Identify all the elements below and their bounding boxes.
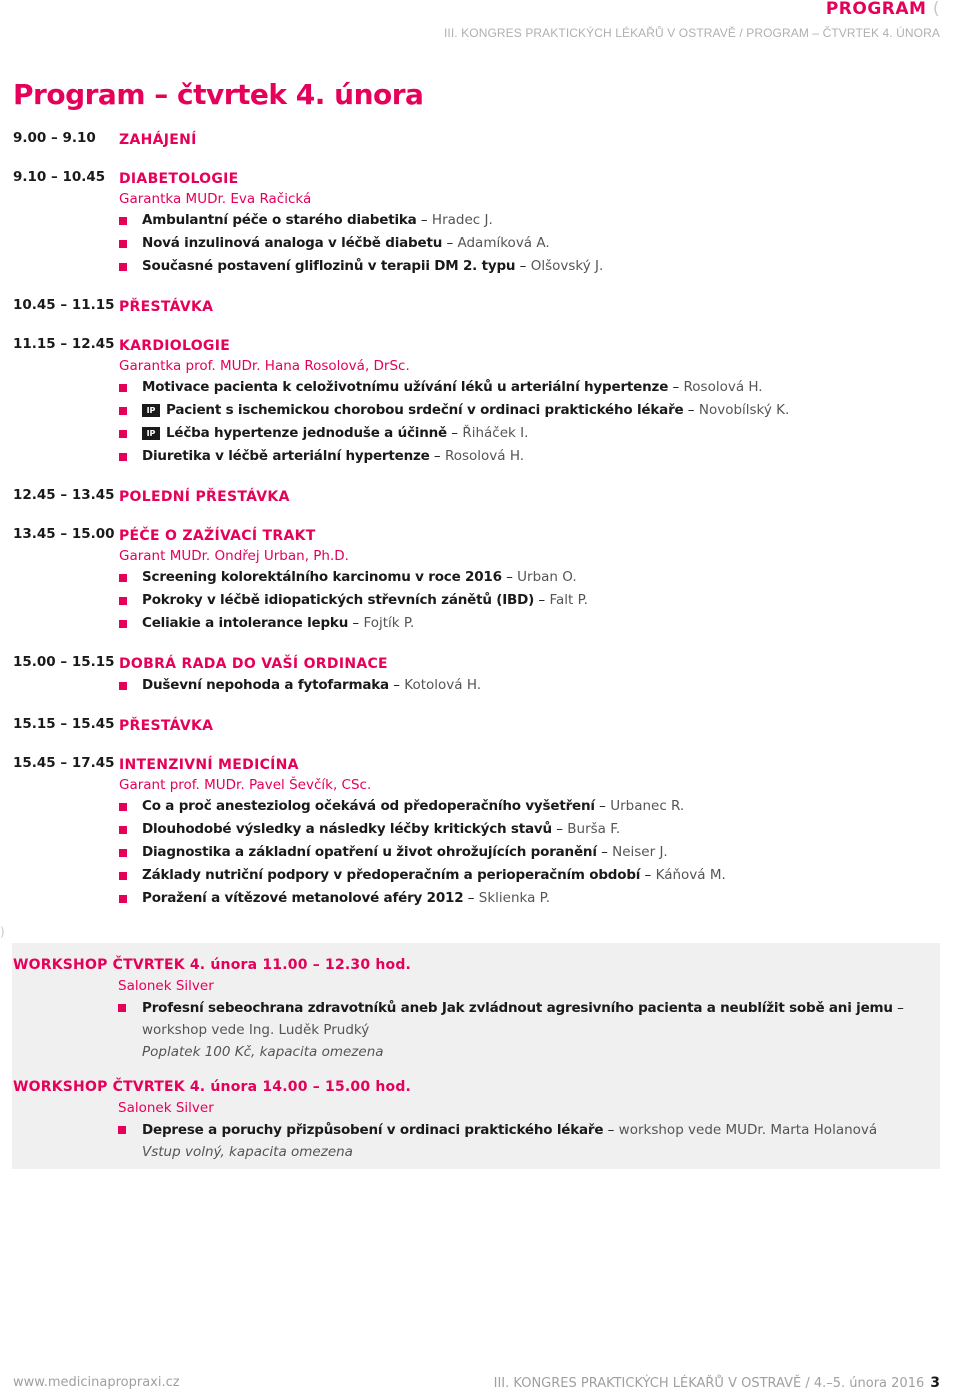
time-slot: 15.15 – 15.45 [13, 716, 115, 732]
program-block [13, 130, 943, 150]
talk-dash: – [672, 379, 680, 395]
talk-item [119, 422, 943, 445]
divider-mark: ) [0, 925, 5, 939]
time-slot: 13.45 – 15.00 [13, 526, 115, 542]
bullet-square-icon [118, 1004, 126, 1012]
program-list [13, 130, 943, 929]
talk-dash: – [506, 569, 513, 585]
workshop-block [13, 1077, 940, 1163]
talk-dash: – [538, 592, 546, 608]
program-content [119, 297, 943, 317]
bullet-square-icon [119, 407, 127, 415]
talk-speaker: Fojtík P. [363, 615, 415, 631]
talk-item [119, 589, 943, 612]
section-heading: KARDIOLOGIE [119, 338, 231, 354]
section-heading: PŘESTÁVKA [119, 299, 214, 315]
bullet-square-icon [118, 1126, 126, 1134]
ip-badge: IP [142, 427, 160, 440]
program-block [13, 755, 943, 910]
talk-speaker: Novobílský K. [698, 402, 790, 418]
talk-item [119, 864, 943, 887]
workshop-heading: WORKSHOP ČTVRTEK 4. února 11.00 – 12.30 hod. [13, 957, 412, 973]
workshops-panel [12, 943, 940, 1169]
talk-speaker: Burša F. [567, 821, 621, 837]
talk-speaker: Neiser J. [612, 844, 668, 860]
section-heading: POLEDNÍ PŘESTÁVKA [119, 489, 290, 505]
footer-url[interactable]: www.medicinapropraxi.cz [13, 1375, 180, 1390]
page-header [444, 0, 940, 40]
talk-speaker: Adamíková A. [457, 235, 550, 251]
time-slot: 11.15 – 12.45 [13, 336, 115, 352]
talk-item [119, 255, 943, 278]
talk-speaker: Rosolová H. [444, 448, 525, 464]
bullet-square-icon [119, 826, 127, 834]
workshop-room: Salonek Silver [118, 978, 214, 994]
workshop-talk [118, 997, 940, 1063]
talk-speaker: Káňová M. [655, 867, 726, 883]
program-block [13, 297, 943, 317]
program-block [13, 654, 943, 697]
time-slot: 15.00 – 15.15 [13, 654, 115, 670]
talk-title: Screening kolorektálního karcinomu v roce 2016 [142, 569, 502, 585]
workshop-room: Salonek Silver [118, 1100, 214, 1116]
talk-speaker: Falt P. [549, 592, 588, 608]
bullet-square-icon [119, 384, 127, 392]
workshop-speaker: workshop vede MUDr. Marta Holanová [618, 1122, 878, 1138]
talk-dash: – [599, 798, 606, 814]
talk-dash: – [556, 821, 563, 837]
page-title: Program – čtvrtek 4. února [13, 78, 424, 111]
bullet-square-icon [119, 849, 127, 857]
bullet-square-icon [119, 682, 127, 690]
time-slot: 10.45 – 11.15 [13, 297, 115, 313]
program-content [119, 336, 943, 468]
time-slot: 9.10 – 10.45 [13, 169, 106, 185]
talk-title: Diuretika v léčbě arteriální hypertenze [142, 448, 430, 464]
workshop-dash: – [607, 1122, 615, 1138]
talk-title: Ambulantní péče o starého diabetika [142, 212, 417, 228]
talk-dash: – [352, 615, 360, 631]
talk-dash: – [451, 425, 459, 441]
page-footer [13, 1375, 940, 1395]
talk-title: Celiakie a intolerance lepku [142, 615, 349, 631]
section-keyword-text: PROGRAM [825, 0, 927, 19]
talk-item [119, 209, 943, 232]
talk-dash: – [467, 890, 475, 906]
program-content [119, 130, 943, 150]
talk-title: Dlouhodobé výsledky a následky léčby kritických stavů [142, 821, 552, 837]
program-block [13, 716, 943, 736]
bullet-square-icon [119, 217, 127, 225]
talk-item [119, 376, 943, 399]
section-heading: DOBRÁ RADA DO VAŠÍ ORDINACE [119, 656, 388, 672]
program-content [119, 526, 943, 635]
bullet-square-icon [119, 872, 127, 880]
program-block [13, 336, 943, 468]
talk-dash: – [393, 677, 400, 693]
talk-item [119, 887, 943, 910]
talk-title: Motivace pacienta k celoživotnímu užívání léků u arteriální hypertenze [142, 379, 669, 395]
talk-dash: – [433, 448, 441, 464]
talk-dash: – [519, 258, 527, 274]
talk-item [119, 232, 943, 255]
bullet-square-icon [119, 430, 127, 438]
program-content [119, 755, 943, 910]
section-garant: Garantka prof. MUDr. Hana Rosolová, DrSc. [119, 358, 410, 374]
talk-title: Poražení a vítězové metanolové aféry 2012 [142, 890, 464, 906]
talk-speaker: Hradec J. [431, 212, 493, 228]
workshop-title: Profesní sebeochrana zdravotníků aneb Jak zvládnout agresivního pacienta a neublížit sobě ani jemu [142, 1000, 893, 1016]
talk-speaker: Sklienka P. [478, 890, 551, 906]
program-content [119, 654, 943, 697]
talk-item [119, 818, 943, 841]
bullet-square-icon [119, 620, 127, 628]
talk-speaker: Kotolová H. [404, 677, 482, 693]
talk-dash: – [446, 235, 454, 251]
section-heading: DIABETOLOGIE [119, 171, 239, 187]
program-content [119, 169, 943, 278]
time-slot: 15.45 – 17.45 [13, 755, 115, 771]
workshop-talk [118, 1119, 940, 1163]
bullet-square-icon [119, 803, 127, 811]
footer-event-text: III. KONGRES PRAKTICKÝCH LÉKAŘŮ V OSTRAVĚ / 4.–5. února 2016 [493, 1376, 925, 1391]
talk-item [119, 674, 943, 697]
talk-speaker: Řiháček I. [462, 425, 529, 441]
bullet-square-icon [119, 574, 127, 582]
header-subtitle: III. KONGRES PRAKTICKÝCH LÉKAŘŮ V OSTRAVĚ / PROGRAM – ČTVRTEK 4. ÚNORA [444, 26, 940, 40]
workshop-note: Vstup volný, kapacita omezena [142, 1144, 353, 1160]
talk-title: Pacient s ischemickou chorobou srdeční v ordinaci praktického lékaře [166, 402, 684, 418]
footer-event [494, 1375, 940, 1391]
talk-title: Léčba hypertenze jednoduše a účinně [166, 425, 447, 441]
workshop-dash: – [897, 1000, 904, 1016]
program-content [119, 487, 943, 507]
section-heading: PÉČE O ZAŽÍVACÍ TRAKT [119, 528, 316, 544]
program-content [119, 716, 943, 736]
workshop-body [118, 975, 940, 1063]
workshop-speaker: workshop vede Ing. Luděk Prudký [142, 1022, 370, 1038]
program-block [13, 487, 943, 507]
section-heading: PŘESTÁVKA [119, 718, 214, 734]
talk-item [119, 841, 943, 864]
workshop-body [118, 1097, 940, 1163]
section-garant: Garantka MUDr. Eva Račická [119, 191, 312, 207]
talk-speaker: Urbanec R. [610, 798, 685, 814]
section-garant: Garant prof. MUDr. Pavel Ševčík, CSc. [119, 777, 372, 793]
talk-title: Nová inzulinová analoga v léčbě diabetu [142, 235, 443, 251]
ip-badge: IP [142, 404, 160, 417]
section-heading: ZAHÁJENÍ [119, 132, 197, 148]
bullet-square-icon [119, 597, 127, 605]
program-block [13, 169, 943, 278]
section-garant: Garant MUDr. Ondřej Urban, Ph.D. [119, 548, 349, 564]
section-heading: INTENZIVNÍ MEDICÍNA [119, 757, 299, 773]
bullet-square-icon [119, 453, 127, 461]
talk-title: Základy nutriční podpory v předoperačním a perioperačním období [142, 867, 641, 883]
workshop-block [13, 955, 940, 1063]
section-keyword [444, 0, 940, 18]
talk-title: Diagnostika a základní opatření u život ohrožujících poranění [142, 844, 597, 860]
talk-item [119, 399, 943, 422]
talk-dash: – [687, 402, 695, 418]
bullet-square-icon [119, 240, 127, 248]
talk-title: Duševní nepohoda a fytofarmaka [142, 677, 389, 693]
talk-speaker: Urban O. [517, 569, 577, 585]
workshop-heading: WORKSHOP ČTVRTEK 4. února 14.00 – 15.00 hod. [13, 1079, 412, 1095]
talk-dash: – [644, 867, 652, 883]
talk-item [119, 795, 943, 818]
talk-speaker: Rosolová H. [683, 379, 763, 395]
talk-title: Pokroky v léčbě idiopatických střevních zánětů (IBD) [142, 592, 535, 608]
talk-dash: – [420, 212, 428, 228]
bullet-square-icon [119, 895, 127, 903]
talk-dash: – [601, 844, 608, 860]
time-slot: 12.45 – 13.45 [13, 487, 115, 503]
bullet-square-icon [119, 263, 127, 271]
bracket-mark: ( [932, 0, 940, 19]
talk-item [119, 445, 943, 468]
talk-title: Současné postavení gliflozinů v terapii DM 2. typu [142, 258, 516, 274]
time-slot: 9.00 – 9.10 [13, 130, 96, 146]
page-number: 3 [930, 1375, 940, 1391]
talk-item [119, 566, 943, 589]
talk-title: Co a proč anesteziolog očekává od předoperačního vyšetření [142, 798, 595, 814]
workshop-note: Poplatek 100 Kč, kapacita omezena [142, 1044, 384, 1060]
program-block [13, 526, 943, 635]
talk-item [119, 612, 943, 635]
talk-speaker: Olšovský J. [530, 258, 604, 274]
workshop-title: Deprese a poruchy přizpůsobení v ordinaci praktického lékaře [142, 1122, 604, 1138]
